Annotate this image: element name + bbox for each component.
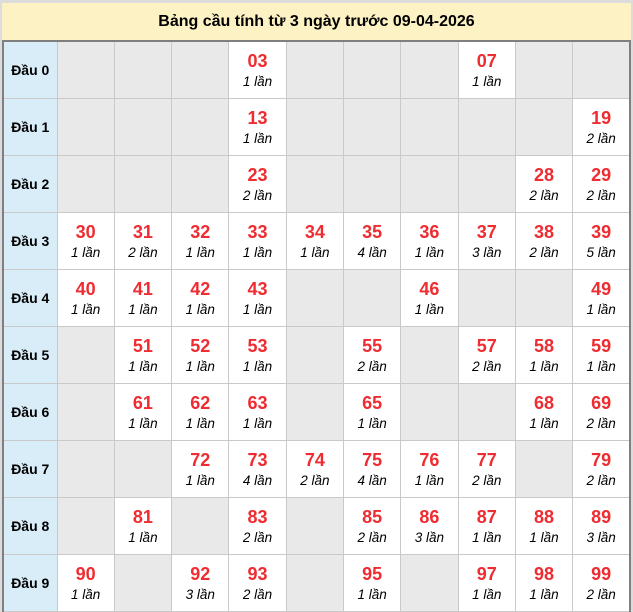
- number-cell: [229, 270, 286, 327]
- cell-number: 62: [190, 393, 211, 413]
- cell-number: 97: [476, 564, 497, 584]
- row-label: Đầu 3: [3, 213, 57, 270]
- number-cell: [458, 498, 515, 555]
- cell-number: 29: [591, 165, 612, 185]
- empty-cell: [286, 41, 343, 99]
- cell-count: 1 lần: [71, 587, 101, 602]
- number-cell: [515, 498, 572, 555]
- cell-count: 1 lần: [414, 473, 445, 488]
- cell-number: 19: [591, 108, 612, 128]
- number-cell: [573, 327, 630, 384]
- empty-cell: [401, 384, 458, 441]
- cell-number: 53: [247, 336, 268, 356]
- empty-cell: [172, 99, 229, 156]
- number-cell: [229, 498, 286, 555]
- cell-number: 58: [534, 336, 555, 356]
- number-cell: [114, 213, 171, 270]
- cell-count: 1 lần: [242, 416, 273, 431]
- cell-count: 1 lần: [185, 416, 215, 431]
- cell-number: 74: [304, 450, 325, 470]
- empty-cell: [515, 41, 572, 99]
- number-cell: [573, 156, 630, 213]
- cell-number: 49: [591, 279, 612, 299]
- number-cell: [229, 156, 286, 213]
- number-cell: [401, 213, 458, 270]
- empty-cell: [286, 270, 343, 327]
- number-cell: [343, 441, 400, 498]
- empty-cell: [286, 384, 343, 441]
- row-label: Đầu 0: [3, 41, 57, 99]
- empty-cell: [172, 41, 229, 99]
- number-cell: [343, 498, 400, 555]
- number-cell: [573, 498, 630, 555]
- cell-count: 1 lần: [185, 359, 215, 374]
- row-label: Đầu 2: [3, 156, 57, 213]
- table-row: [3, 555, 630, 612]
- cell-number: 41: [132, 279, 153, 299]
- cell-count: 2 lần: [529, 245, 559, 260]
- cell-count: 2 lần: [357, 359, 387, 374]
- cell-count: 2 lần: [472, 359, 502, 374]
- number-cell: [57, 213, 114, 270]
- row-label: Đầu 1: [3, 99, 57, 156]
- empty-cell: [401, 327, 458, 384]
- number-cell: [114, 498, 171, 555]
- empty-cell: [57, 498, 114, 555]
- cell-count: 1 lần: [128, 530, 158, 545]
- row-label: Đầu 5: [3, 327, 57, 384]
- cell-number: 77: [476, 450, 497, 470]
- empty-cell: [286, 99, 343, 156]
- number-cell: [229, 441, 286, 498]
- cell-number: 28: [534, 165, 555, 185]
- cell-number: 73: [247, 450, 268, 470]
- cell-number: 83: [247, 507, 268, 527]
- cell-number: 36: [419, 222, 440, 242]
- number-cell: [57, 270, 114, 327]
- table-row: [3, 327, 630, 384]
- number-cell: [515, 555, 572, 612]
- cell-number: 87: [476, 507, 497, 527]
- number-cell: [172, 441, 229, 498]
- cell-count: 1 lần: [472, 530, 502, 545]
- row-label: Đầu 9: [3, 555, 57, 612]
- table-row: [3, 213, 630, 270]
- cell-count: 1 lần: [71, 245, 101, 260]
- cell-number: 89: [591, 507, 612, 527]
- cell-number: 69: [591, 393, 612, 413]
- empty-cell: [286, 327, 343, 384]
- number-cell: [573, 270, 630, 327]
- cell-count: 5 lần: [586, 245, 616, 260]
- cell-number: 88: [534, 507, 555, 527]
- cell-count: 1 lần: [242, 302, 273, 317]
- number-cell: [343, 213, 400, 270]
- table-row: [3, 498, 630, 555]
- cell-number: 63: [247, 393, 268, 413]
- cell-count: 1 lần: [357, 587, 387, 602]
- cell-number: 39: [591, 222, 612, 242]
- cell-number: 86: [419, 507, 440, 527]
- cell-number: 43: [247, 279, 268, 299]
- number-cell: [229, 213, 286, 270]
- empty-cell: [114, 99, 171, 156]
- cell-number: 37: [476, 222, 497, 242]
- empty-cell: [401, 156, 458, 213]
- cell-count: 2 lần: [586, 416, 616, 431]
- empty-cell: [114, 441, 171, 498]
- cell-number: 13: [247, 108, 268, 128]
- cell-number: 40: [75, 279, 96, 299]
- cell-count: 1 lần: [472, 74, 502, 89]
- cell-number: 30: [75, 222, 96, 242]
- number-cell: [229, 384, 286, 441]
- cell-count: 2 lần: [242, 188, 273, 203]
- number-cell: [57, 555, 114, 612]
- cell-count: 4 lần: [242, 473, 273, 488]
- empty-cell: [401, 99, 458, 156]
- cell-number: 31: [132, 222, 153, 242]
- cell-count: 1 lần: [357, 416, 387, 431]
- number-cell: [172, 384, 229, 441]
- cell-count: 1 lần: [529, 416, 559, 431]
- empty-cell: [57, 441, 114, 498]
- cell-number: 35: [362, 222, 383, 242]
- empty-cell: [286, 156, 343, 213]
- cell-count: 2 lần: [586, 587, 616, 602]
- number-cell: [286, 441, 343, 498]
- cell-count: 1 lần: [242, 131, 273, 146]
- empty-cell: [114, 41, 171, 99]
- page-title: Bảng cầu tính từ 3 ngày trước 09-04-2026: [2, 3, 631, 40]
- empty-cell: [57, 327, 114, 384]
- cell-number: 07: [476, 51, 497, 71]
- cell-count: 1 lần: [529, 530, 559, 545]
- number-cell: [229, 555, 286, 612]
- cell-count: 1 lần: [185, 302, 215, 317]
- cell-number: 33: [247, 222, 268, 242]
- number-cell: [401, 498, 458, 555]
- cell-count: 1 lần: [414, 302, 445, 317]
- row-label: Đầu 8: [3, 498, 57, 555]
- number-cell: [172, 327, 229, 384]
- cell-count: 2 lần: [472, 473, 502, 488]
- cell-count: 4 lần: [357, 473, 387, 488]
- cell-count: 2 lần: [586, 473, 616, 488]
- cell-count: 1 lần: [128, 302, 158, 317]
- empty-cell: [401, 555, 458, 612]
- number-cell: [573, 384, 630, 441]
- number-cell: [114, 327, 171, 384]
- cell-count: 1 lần: [128, 416, 158, 431]
- empty-cell: [57, 99, 114, 156]
- number-cell: [172, 555, 229, 612]
- cell-count: 1 lần: [242, 245, 273, 260]
- number-cell: [515, 156, 572, 213]
- cell-count: 4 lần: [357, 245, 387, 260]
- cell-count: 1 lần: [414, 245, 445, 260]
- empty-cell: [57, 156, 114, 213]
- cell-count: 1 lần: [242, 74, 273, 89]
- number-cell: [515, 384, 572, 441]
- cell-number: 68: [534, 393, 555, 413]
- cell-number: 72: [190, 450, 211, 470]
- empty-cell: [172, 498, 229, 555]
- empty-cell: [458, 156, 515, 213]
- empty-cell: [57, 384, 114, 441]
- cell-number: 65: [362, 393, 383, 413]
- cell-number: 34: [304, 222, 325, 242]
- number-cell: [229, 41, 286, 99]
- cell-count: 1 lần: [472, 587, 502, 602]
- empty-cell: [458, 270, 515, 327]
- number-cell: [573, 99, 630, 156]
- cell-count: 1 lần: [128, 359, 158, 374]
- number-cell: [286, 213, 343, 270]
- number-cell: [343, 555, 400, 612]
- empty-cell: [343, 41, 400, 99]
- number-cell: [573, 213, 630, 270]
- number-cell: [114, 384, 171, 441]
- cell-number: 76: [419, 450, 440, 470]
- table-row: [3, 441, 630, 498]
- row-label: Đầu 6: [3, 384, 57, 441]
- cell-count: 1 lần: [300, 245, 330, 260]
- empty-cell: [458, 99, 515, 156]
- cell-count: 1 lần: [586, 302, 616, 317]
- cell-count: 2 lần: [586, 188, 616, 203]
- cell-number: 32: [190, 222, 211, 242]
- number-cell: [343, 384, 400, 441]
- cell-count: 3 lần: [185, 587, 215, 602]
- cell-number: 03: [247, 51, 268, 71]
- cell-count: 1 lần: [242, 359, 273, 374]
- cell-number: 81: [132, 507, 153, 527]
- cell-count: 2 lần: [586, 131, 616, 146]
- empty-cell: [114, 156, 171, 213]
- number-cell: [229, 327, 286, 384]
- cell-count: 3 lần: [472, 245, 502, 260]
- number-cell: [401, 441, 458, 498]
- number-cell: [458, 213, 515, 270]
- cell-count: 2 lần: [357, 530, 387, 545]
- cell-count: 1 lần: [529, 359, 559, 374]
- number-cell: [458, 555, 515, 612]
- empty-cell: [286, 498, 343, 555]
- cau-table-body: [3, 41, 630, 612]
- cell-count: 2 lần: [242, 530, 273, 545]
- number-cell: [573, 555, 630, 612]
- cell-count: 1 lần: [185, 245, 215, 260]
- cell-number: 79: [591, 450, 612, 470]
- empty-cell: [515, 441, 572, 498]
- number-cell: [172, 213, 229, 270]
- number-cell: [229, 99, 286, 156]
- empty-cell: [343, 270, 400, 327]
- empty-cell: [343, 156, 400, 213]
- table-row: [3, 384, 630, 441]
- cau-table: [2, 40, 631, 612]
- cell-count: 2 lần: [529, 188, 559, 203]
- cell-number: 46: [419, 279, 440, 299]
- cell-number: 92: [190, 564, 211, 584]
- cell-number: 99: [591, 564, 612, 584]
- number-cell: [515, 213, 572, 270]
- cell-number: 38: [534, 222, 555, 242]
- row-label: Đầu 7: [3, 441, 57, 498]
- empty-cell: [57, 41, 114, 99]
- cell-number: 61: [132, 393, 153, 413]
- cell-number: 93: [247, 564, 268, 584]
- cell-number: 55: [362, 336, 383, 356]
- number-cell: [114, 270, 171, 327]
- cell-count: 2 lần: [242, 587, 273, 602]
- number-cell: [573, 441, 630, 498]
- cell-number: 23: [247, 165, 268, 185]
- empty-cell: [401, 41, 458, 99]
- table-row: [3, 41, 630, 99]
- table-row: [3, 156, 630, 213]
- empty-cell: [573, 41, 630, 99]
- empty-cell: [172, 156, 229, 213]
- cell-number: 42: [190, 279, 211, 299]
- table-row: [3, 270, 630, 327]
- cell-count: 1 lần: [185, 473, 215, 488]
- empty-cell: [515, 99, 572, 156]
- cell-number: 57: [476, 336, 497, 356]
- cell-count: 3 lần: [414, 530, 445, 545]
- cell-number: 51: [132, 336, 153, 356]
- row-label: Đầu 4: [3, 270, 57, 327]
- cell-number: 85: [362, 507, 383, 527]
- cell-number: 95: [362, 564, 383, 584]
- empty-cell: [114, 555, 171, 612]
- number-cell: [172, 270, 229, 327]
- empty-cell: [286, 555, 343, 612]
- number-cell: [458, 41, 515, 99]
- cell-number: 98: [534, 564, 555, 584]
- empty-cell: [458, 384, 515, 441]
- cell-number: 52: [190, 336, 211, 356]
- cell-count: 1 lần: [71, 302, 101, 317]
- cell-count: 1 lần: [529, 587, 559, 602]
- cell-number: 75: [362, 450, 383, 470]
- cell-count: 2 lần: [128, 245, 158, 260]
- empty-cell: [515, 270, 572, 327]
- cell-count: 2 lần: [300, 473, 330, 488]
- cell-count: 3 lần: [586, 530, 616, 545]
- cell-number: 59: [591, 336, 612, 356]
- cell-count: 1 lần: [586, 359, 616, 374]
- number-cell: [458, 441, 515, 498]
- table-row: [3, 99, 630, 156]
- number-cell: [343, 327, 400, 384]
- number-cell: [515, 327, 572, 384]
- number-cell: [458, 327, 515, 384]
- cell-number: 90: [75, 564, 96, 584]
- number-cell: [401, 270, 458, 327]
- empty-cell: [343, 99, 400, 156]
